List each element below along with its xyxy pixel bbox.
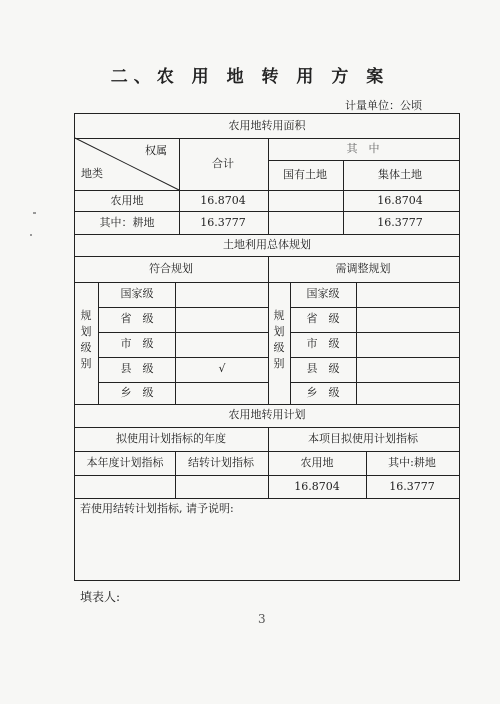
row-label-cultivated: 其中：耕地 [99,216,155,229]
scan-mark [30,234,32,236]
row-label-farmland: 农用地 [110,194,144,207]
quota-section-heading: 农用地转用计划 [228,408,306,421]
level-township: 乡 级 [120,386,154,399]
adjust-level-county: 县 级 [306,362,340,375]
carryover-quota-header: 结转计划指标 [188,456,254,469]
total-header: 合计 [212,157,234,170]
land-type-header: 地类 [81,167,103,180]
level-county: 县 级 [120,362,154,375]
farmland-collective: 16.8704 [377,194,423,207]
compliant-plan-header: 符合规划 [149,262,193,275]
cultivated-collective: 16.3777 [377,216,423,229]
state-land-header: 国有土地 [283,168,327,181]
plan-level-side-label: 规划级别 [273,309,285,370]
cultivated-quota-value: 16.3777 [389,480,435,493]
cultivated-quota-header: 其中:耕地 [388,456,436,469]
farmland-quota-value: 16.8704 [294,480,340,493]
carryover-explanation-label: 若使用结转计划指标, 请予说明: [80,502,234,515]
level-national: 国家级 [120,287,154,300]
needs-adjustment-header: 需调整规划 [335,262,391,275]
farmland-quota-header: 农用地 [300,456,334,469]
page-title: 二、农 用 地 转 用 方 案 [110,67,390,87]
cultivated-total: 16.3777 [200,216,246,229]
plan-level-side-label: 规划级别 [80,309,92,370]
area-section-heading: 农用地转用面积 [228,119,306,132]
quota-year-header: 拟使用计划指标的年度 [116,432,226,445]
of-which-header: 其 中 [346,142,380,155]
conversion-plan-table [74,113,460,581]
adjust-level-city: 市 级 [306,337,340,350]
page-number: 3 [258,612,266,626]
filler-signature-label: 填表人: [80,590,121,604]
level-provincial: 省 级 [120,312,154,325]
ownership-header: 权属 [145,144,167,157]
annual-quota-header: 本年度计划指标 [86,456,164,469]
adjust-level-national: 国家级 [306,287,340,300]
adjust-level-provincial: 省 级 [306,312,340,325]
adjust-level-township: 乡 级 [306,386,340,399]
measurement-unit: 计量单位：公顷 [345,99,422,112]
planning-section-heading: 土地利用总体规划 [223,238,311,251]
level-city: 市 级 [120,337,154,350]
compliant-checkmark-county: √ [218,362,226,375]
project-quota-header: 本项目拟使用计划指标 [308,432,418,445]
collective-land-header: 集体土地 [378,168,422,181]
scan-mark [33,212,36,214]
farmland-total: 16.8704 [200,194,246,207]
